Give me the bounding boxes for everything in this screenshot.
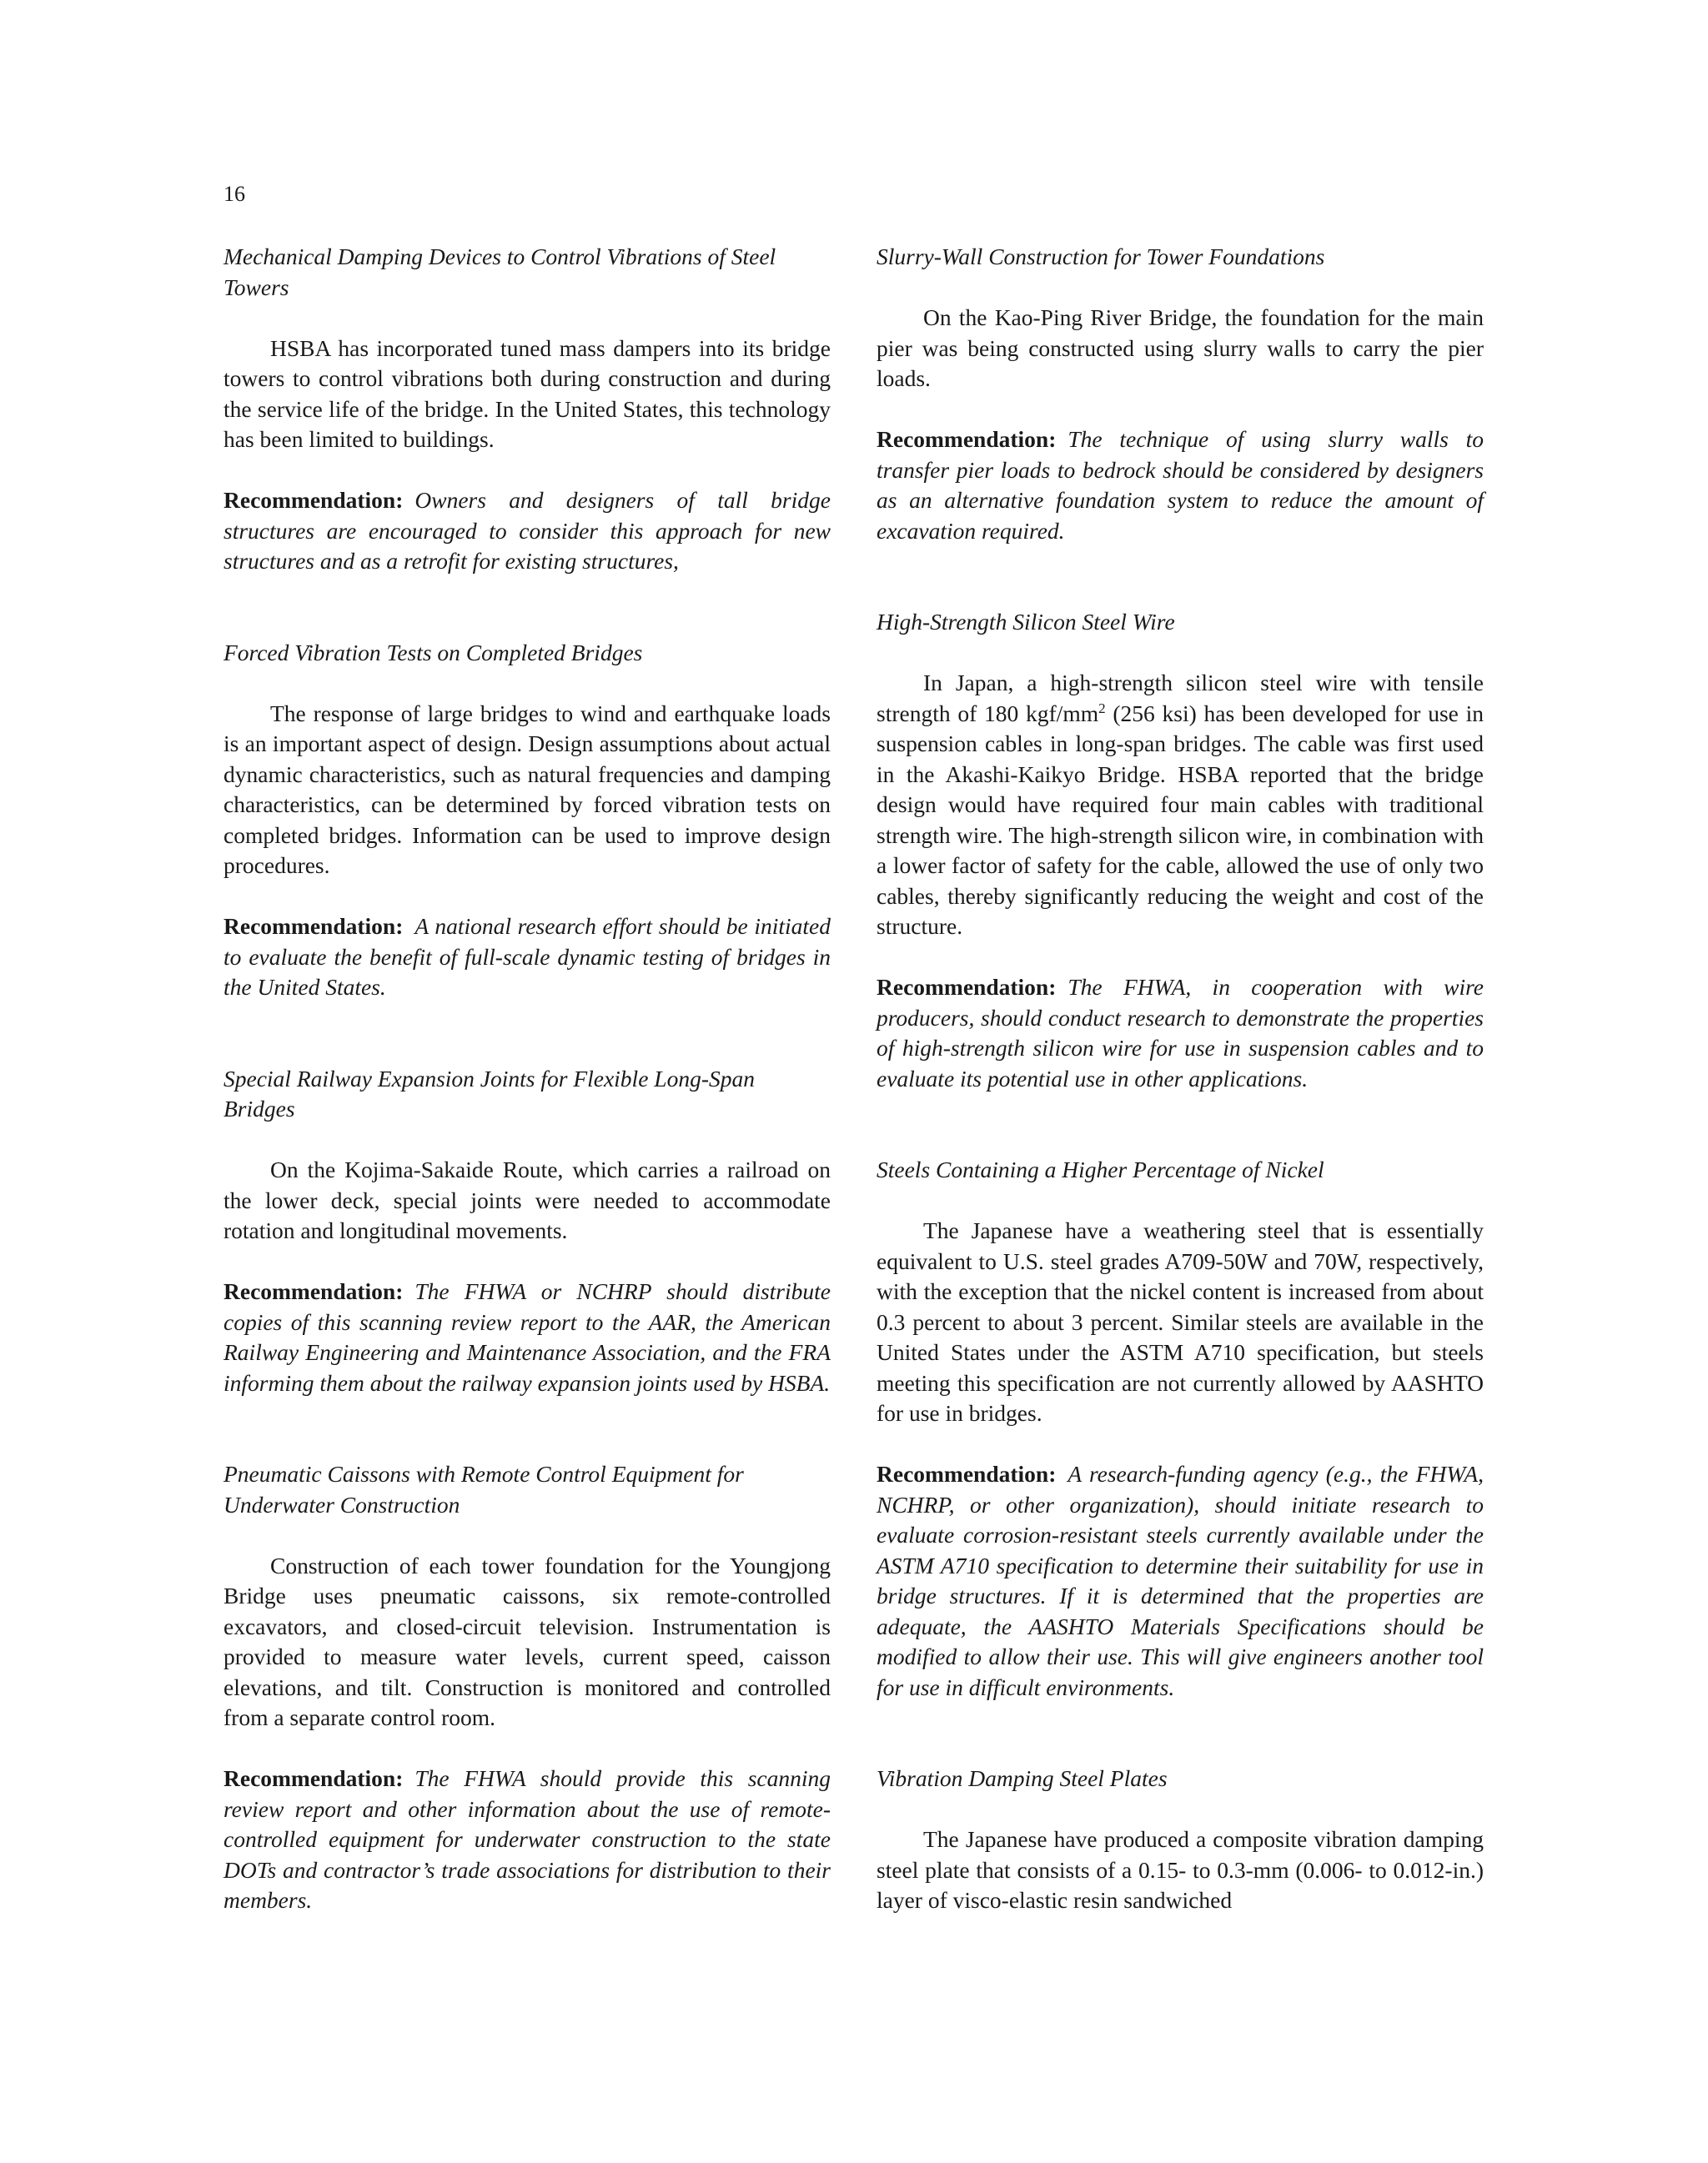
recommendation-label: Recommendation: (224, 1278, 404, 1304)
section-body: On the Kao-Ping River Bridge, the foundation for the main pier was being constructed using slurry walls to carry the pier loads. (877, 304, 1484, 391)
recommendation-text: The FHWA should provide this scanning review report and other information about the use of remote-controlled equipment for underwater construction to the state DOTs and contractor’s trade associations for distribution to their members. (224, 1765, 831, 1913)
recommendation-label: Recommendation: (224, 913, 404, 939)
recommendation (224, 911, 831, 1003)
section-title: Pneumatic Caissons with Remote Control Equipment for Underwater Construction (224, 1461, 744, 1518)
recommendation-text: A national research effort should be initiated to evaluate the benefit of full-scale dynamic testing of bridges in the United States. (224, 913, 831, 1000)
section-body: Construction of each tower foundation for the Youngjong Bridge uses pneumatic caissons, six remote-controlled excavators, and closed-circuit television. Instrumentation is provided to measure water levels, current speed, caisson elevations, and tilt. Construction is monitored and controlled from a separate control room. (224, 1552, 831, 1730)
section-title: Vibration Damping Steel Plates (877, 1765, 1168, 1791)
recommendation (877, 1459, 1484, 1703)
superscript: 2 (1098, 700, 1106, 716)
recommendation-text: The technique of using slurry walls to transfer pier loads to bedrock should be considered by designers as an alternative foundation system to reduce the amount of excavation required. (877, 426, 1484, 544)
section-nickel-steels (877, 1155, 1484, 1703)
recommendation-label: Recommendation: (877, 1461, 1057, 1487)
section-body (877, 668, 1484, 942)
section-damping-plates (877, 1764, 1484, 1916)
section-title: High-Strength Silicon Steel Wire (877, 609, 1175, 635)
section-title: Slurry-Wall Construction for Tower Foundations (877, 243, 1325, 269)
recommendation-text: A research-funding agency (e.g., the FHWA, NCHRP, or other organization), should initiate research to evaluate corrosion-resistant steels currently available under the ASTM A710 specification to determine their suitability for use in bridge structures. If it is determined that the properties are adequate, the AASHTO Materials Specifications should be modified to allow their use. This will give engineers another tool for use in difficult environments. (877, 1461, 1484, 1700)
section-body: The response of large bridges to wind and earthquake loads is an important aspect of design. Design assumptions about actual dynamic characteristics, such as natural frequencies and damping characteristics, can be determined by forced vibration tests on completed bridges. Information can be used to improve design procedures. (224, 700, 831, 878)
recommendation (224, 1764, 831, 1916)
body-text-before-superscript: In Japan, a high-strength silicon steel wire with tensile strength of 180 kgf/mm (877, 670, 1484, 726)
section-body: HSBA has incorporated tuned mass dampers into its bridge towers to control vibrations both during construction and during the service life of the bridge. In the United States, this technology has been limited to buildings. (224, 334, 831, 452)
recommendation (224, 485, 831, 577)
section-pneumatic-caissons (224, 1459, 831, 1916)
section-title: Forced Vibration Tests on Completed Bridges (224, 639, 643, 665)
recommendation-label: Recommendation: (224, 487, 404, 513)
body-text-after-superscript: (256 ksi) has been developed for use in suspension cables in long-span bridges. The cable was first used in the Akashi-Kaikyo Bridge. HSBA reported that the bridge design would have required four main cables with traditional strength wire. The high-strength silicon wire, in combination with a lower factor of safety for the cable, allowed the use of only two cables, thereby significantly reducing the weight and cost of the structure. (877, 700, 1484, 939)
section-mechanical-damping (224, 242, 831, 577)
section-body: The Japanese have a weathering steel that is essentially equivalent to U.S. steel grades A709-50W and 70W, respectively, with the exception that the nickel content is increased from about 0.3 percent to about 3 percent. Similar steels are available in the United States under the ASTM A710 specification, but steels meeting this specification are not currently allowed by AASHTO for use in bridges. (877, 1217, 1484, 1426)
recommendation-label: Recommendation: (877, 426, 1057, 452)
recommendation-text: The FHWA, in cooperation with wire producers, should conduct research to demonstrate the properties of high-strength silicon wire for use in suspension cables and to evaluate its potential use in other applications. (877, 974, 1484, 1092)
section-body: On the Kojima-Sakaide Route, which carries a railroad on the lower deck, special joints were needed to accommodate rotation and longitudinal movements. (224, 1157, 831, 1243)
section-title: Special Railway Expansion Joints for Flexible Long-Span Bridges (224, 1065, 755, 1122)
recommendation-label: Recommendation: (877, 974, 1057, 1000)
recommendation-text: The FHWA or NCHRP should distribute copies of this scanning review report to the AAR, the American Railway Engineering and Maintenance Association, and the FRA informing them about the railway expansion joints used by HSBA. (224, 1278, 831, 1396)
section-title: Mechanical Damping Devices to Control Vibrations of Steel Towers (224, 243, 776, 300)
section-slurry-wall (877, 242, 1484, 546)
right-column (877, 242, 1484, 1946)
section-title: Steels Containing a Higher Percentage of Nickel (877, 1157, 1324, 1182)
page-number: 16 (224, 182, 245, 206)
section-forced-vibration (224, 638, 831, 1003)
recommendation-label: Recommendation: (224, 1765, 404, 1791)
section-railway-joints (224, 1064, 831, 1399)
recommendation (877, 424, 1484, 546)
section-silicon-steel-wire (877, 607, 1484, 1094)
recommendation-text: Owners and designers of tall bridge structures are encouraged to consider this approach for new structures and as a retrofit for existing structures, (224, 487, 831, 574)
section-body: The Japanese have produced a composite vibration damping steel plate that consists of a 0.15- to 0.3-mm (0.006- to 0.012-in.) layer of visco-elastic resin sandwiched (877, 1826, 1484, 1913)
recommendation (224, 1277, 831, 1398)
recommendation (877, 972, 1484, 1094)
left-column (224, 242, 831, 1946)
